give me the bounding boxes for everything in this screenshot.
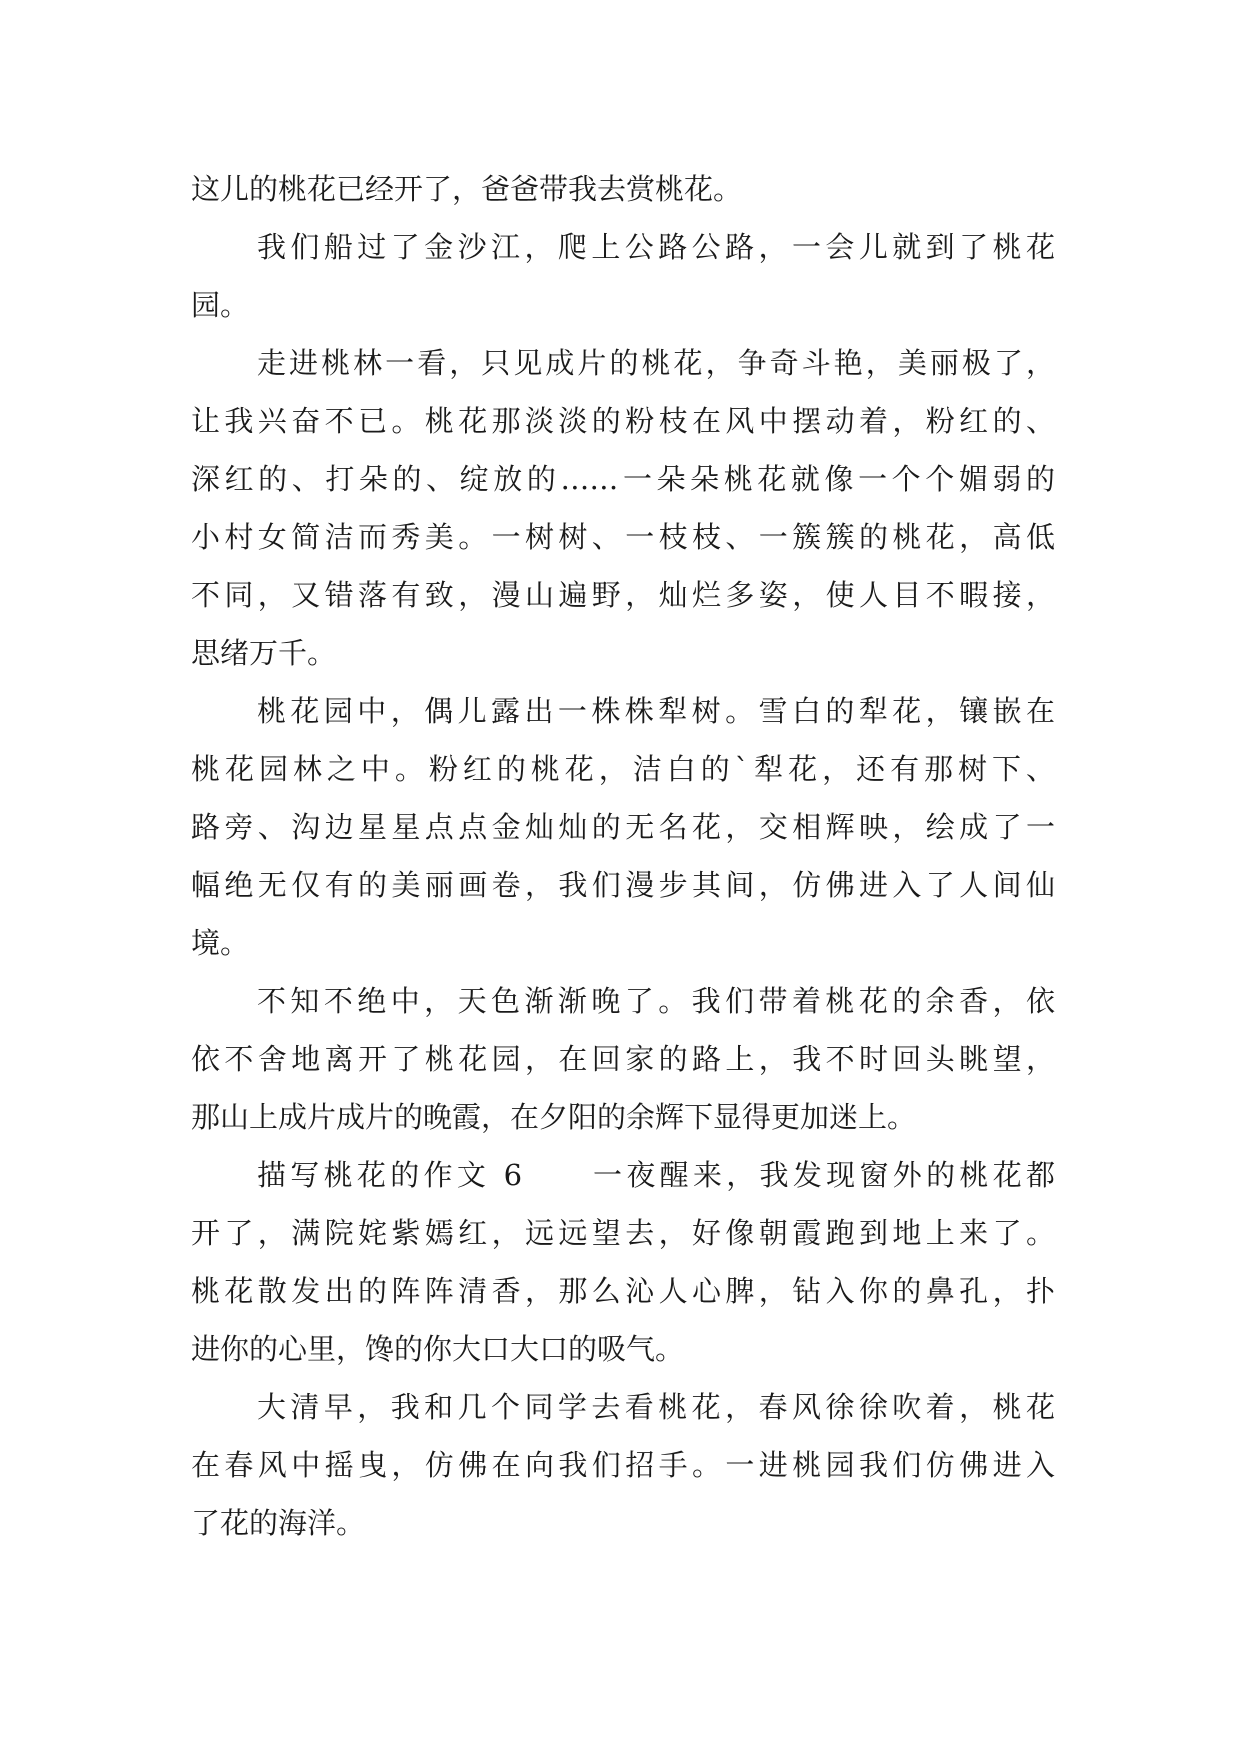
paragraph [191,972,1055,1146]
text-line: 依不舍地离开了桃花园，在回家的路上，我不时回头眺望， [191,1042,1055,1076]
text-line: 不知不绝中，天色渐渐晚了。我们带着桃花的余香，依 [257,984,1055,1018]
text-line: 桃花园中，偶儿露出一株株犁树。雪白的犁花，镶嵌在 [257,694,1055,728]
text-line: 这儿的桃花已经开了，爸爸带我去赏桃花。 [191,172,743,206]
text-line: 桃花园林之中。粉红的桃花，洁白的`犁花，还有那树下、 [191,752,1055,786]
document-body [191,160,1055,1552]
text-line: 思绪万千。 [191,636,337,670]
text-line: 小村女简洁而秀美。一树树、一枝枝、一簇簇的桃花，高低 [191,520,1055,554]
paragraph [191,1146,1055,1378]
text-line: 了花的海洋。 [191,1506,366,1540]
text-line: 那山上成片成片的晚霞，在夕阳的余辉下显得更加迷上。 [191,1100,917,1134]
paragraph [191,682,1055,972]
paragraph [191,334,1055,682]
text-line: 境。 [191,926,250,960]
text-line: 不同，又错落有致，漫山遍野，灿烂多姿，使人目不暇接， [191,578,1055,612]
text-line: 大清早，我和几个同学去看桃花，春风徐徐吹着，桃花 [257,1390,1055,1424]
text-line: 深红的、打朵的、绽放的……一朵朵桃花就像一个个媚弱的 [191,462,1055,496]
text-line: 让我兴奋不已。桃花那淡淡的粉枝在风中摆动着，粉红的、 [191,404,1055,438]
text-line: 开了，满院姹紫嫣红，远远望去，好像朝霞跑到地上来了。 [191,1216,1055,1250]
paragraph [191,160,1055,218]
text-line: 进你的心里，馋的你大口大口的吸气。 [191,1332,685,1366]
text-line: 走进桃林一看，只见成片的桃花，争奇斗艳，美丽极了， [257,346,1055,380]
text-line: 路旁、沟边星星点点金灿灿的无名花，交相辉映，绘成了一 [191,810,1055,844]
text-line: 桃花散发出的阵阵清香，那么沁人心脾，钻入你的鼻孔，扑 [191,1274,1055,1308]
text-line: 在春风中摇曳，仿佛在向我们招手。一进桃园我们仿佛进入 [191,1448,1055,1482]
text-line: 我们船过了金沙江，爬上公路公路，一会儿就到了桃花 [257,230,1055,264]
text-line: 描写桃花的作文 6 一夜醒来，我发现窗外的桃花都 [257,1158,1055,1192]
text-line: 园。 [191,288,250,322]
paragraph [191,1378,1055,1552]
paragraph [191,218,1055,334]
text-line: 幅绝无仅有的美丽画卷，我们漫步其间，仿佛进入了人间仙 [191,868,1055,902]
